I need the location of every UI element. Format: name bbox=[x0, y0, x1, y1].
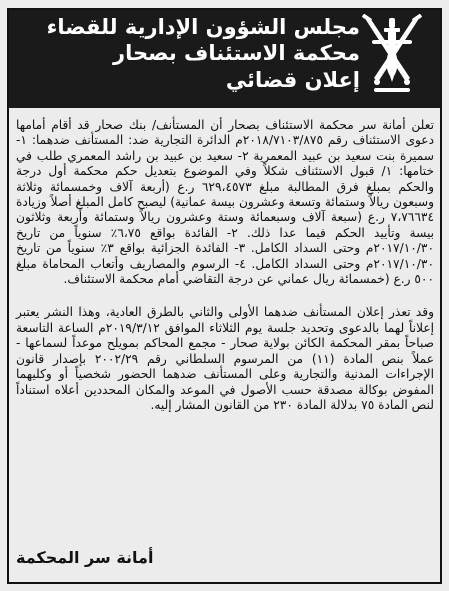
council-title: مجلس الشؤون الإدارية للقضاء bbox=[46, 15, 360, 39]
announcement-body bbox=[16, 118, 434, 431]
header-titles bbox=[30, 14, 360, 98]
signature: أمانة سر المحكمة bbox=[16, 548, 154, 567]
announcement-title: إعلان قضائي bbox=[225, 68, 360, 92]
body-paragraph-1: تعلن أمانة سر محكمة الاستئناف بصحار أن المستأنف/ بنك صحار قد أقام أمامها دعوى الاستئناف رقم ٢٠١٨/٧١٠٣/٨٧٥م الدائرة التجارية ضد: المستأنف ضدهما: ١- سميرة بنت سعيد بن عبيد المعمرية ٢- سعيد بن عبيد بن راشد المعمري طلب في ختامها: ١/ قبول الاستئناف شكلاً وفي الموضوع بتعديل حكم محكمة أول درجة والحكم بمبلغ فرق المطالبة مبلغ ٦٢٩،٤٥٧٣ ر.ع (أربعة آلاف وخمسمائة وثلاثة وسبعون ريالاً وستمائة وتسعة وعشرون بيسة عمانية) ليصبح كامل المبلغ أصلاً وزيادة ٧،٧٦٦٣٤ ر.ع (سبعة آلاف وسبعمائة وستة وعشرون ريالاً وستمائة وأربعة وثلاثون بيسة وتأييد الحكم فيما عدا ذلك. ٢- الفائدة بواقع ٦،٧٥٪ سنوياً من تاريخ ٢٠١٧/١٠/٣٠م وحتى السداد الكامل. ٣- الفائدة الجزائية بواقع ٣٪ سنوياً من تاريخ ٢٠١٧/١٠/٣٠م وحتى السداد الكامل. ٤- الرسوم والمصاريف وأتعاب المحاماة مبلغ ٥٠٠ ر.ع (خمسمائة ريال عماني عن درجة التقاضي أمام محكمة الاستئناف. bbox=[16, 118, 435, 287]
court-title: محكمة الاستئناف بصحار bbox=[113, 41, 360, 65]
oman-national-emblem-icon bbox=[360, 14, 424, 98]
body-paragraph-2: وقد تعذر إعلان المستأنف ضدهما الأولى والثاني بالطرق العادية، وهذا النشر يعتبر إعلاناً لهما بالدعوى وتحديد جلسة يوم الثلاثاء الموافق ٢٠١٩/٣/١٢م الساعة التاسعة صباحاً بمقر المحكمة الكائن بولاية صحار - مجمع المحاكم بمويلح موعداً لسماعها - عملاً بنص المادة (١١) من المرسوم السلطاني رقم ٢٠٠٢/٢٩ بإصدار قانون الإجراءات المدنية والتجارية وعلى المستأنف ضدهما الحضور شخصياً أو وكليهما المفوض بوكالة مصدقة حسب الأصول في الموعد والمكان المحددين أعلاه استناداً لنص المادة ٧٥ بدلالة المادة ٢٣٠ من القانون المشار إليه. bbox=[16, 305, 435, 412]
